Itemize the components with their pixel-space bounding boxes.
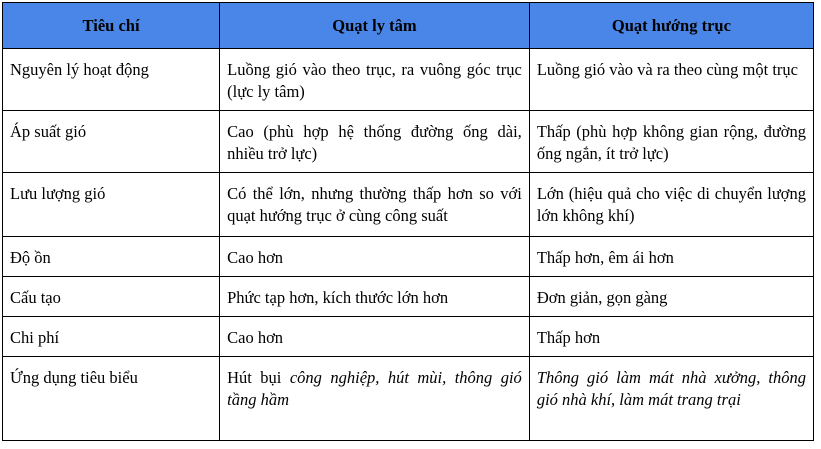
axial-cell: Thấp hơn bbox=[529, 317, 813, 357]
table-row bbox=[3, 357, 814, 441]
header-axial-fan: Quạt hướng trục bbox=[529, 3, 813, 49]
table-row bbox=[3, 49, 814, 111]
table-row bbox=[3, 237, 814, 277]
centrifugal-cell: Phức tạp hơn, kích thước lớn hơn bbox=[220, 277, 530, 317]
criterion-cell: Chi phí bbox=[3, 317, 220, 357]
table-row bbox=[3, 173, 814, 237]
axial-cell: Thông gió làm mát nhà xưởng, thông gió nhà khí, làm mát trang trại bbox=[529, 357, 813, 441]
axial-cell: Luồng gió vào và ra theo cùng một trục bbox=[529, 49, 813, 111]
axial-cell: Lớn (hiệu quả cho việc di chuyển lượng lớn không khí) bbox=[529, 173, 813, 237]
application-text-regular: Hút bụi bbox=[227, 368, 290, 387]
centrifugal-cell: Luồng gió vào theo trục, ra vuông góc trục (lực ly tâm) bbox=[220, 49, 530, 111]
table-row bbox=[3, 277, 814, 317]
centrifugal-cell: Cao hơn bbox=[220, 237, 530, 277]
centrifugal-cell: Cao hơn bbox=[220, 317, 530, 357]
table-row bbox=[3, 111, 814, 173]
application-text-italic: công nghiệp, hút mùi, thông gió tầng hầm bbox=[227, 368, 522, 409]
axial-cell: Đơn giản, gọn gàng bbox=[529, 277, 813, 317]
criterion-cell: Nguyên lý hoạt động bbox=[3, 49, 220, 111]
criterion-cell: Lưu lượng gió bbox=[3, 173, 220, 237]
axial-cell: Thấp hơn, êm ái hơn bbox=[529, 237, 813, 277]
header-criterion: Tiêu chí bbox=[3, 3, 220, 49]
centrifugal-cell bbox=[220, 357, 530, 441]
centrifugal-cell: Có thể lớn, nhưng thường thấp hơn so với quạt hướng trục ở cùng công suất bbox=[220, 173, 530, 237]
table-row bbox=[3, 317, 814, 357]
criterion-cell: Áp suất gió bbox=[3, 111, 220, 173]
comparison-table bbox=[2, 2, 814, 441]
header-row bbox=[3, 3, 814, 49]
axial-cell: Thấp (phù hợp không gian rộng, đường ống ngắn, ít trở lực) bbox=[529, 111, 813, 173]
criterion-cell: Cấu tạo bbox=[3, 277, 220, 317]
criterion-cell: Độ ồn bbox=[3, 237, 220, 277]
criterion-cell: Ứng dụng tiêu biểu bbox=[3, 357, 220, 441]
header-centrifugal-fan: Quạt ly tâm bbox=[220, 3, 530, 49]
centrifugal-cell: Cao (phù hợp hệ thống đường ống dài, nhiều trở lực) bbox=[220, 111, 530, 173]
